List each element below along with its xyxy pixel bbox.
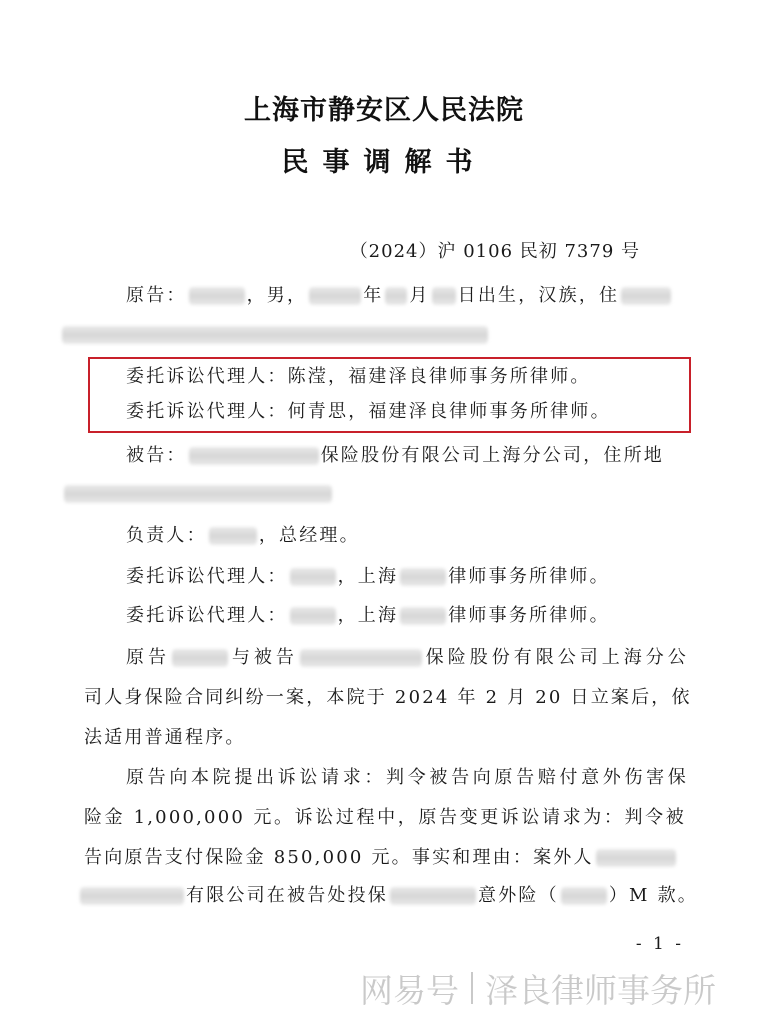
redacted-law-firm (400, 607, 446, 625)
claims-text: 告向原告支付保险金 850,000 元。事实和理由：案外人 (84, 847, 594, 868)
watermark-platform: 网易号 (360, 970, 459, 1010)
redacted-plaintiff-name (189, 287, 245, 305)
redacted-defendant-name (189, 447, 319, 465)
claims-text: ）M 款。 (608, 885, 698, 906)
defendant-label: 被告： (126, 445, 187, 466)
redacted-defendant-name (300, 649, 422, 667)
claims-text: 意外险（ (478, 885, 559, 906)
watermark (360, 962, 760, 1014)
redacted-agent-name (290, 607, 336, 625)
defendant-agent-1 (126, 565, 688, 589)
claims-line-1: 原告向本院提出诉讼请求：判令被告向原告赔付意外伤害保 (126, 767, 688, 788)
birth-year-suffix: 年 (363, 285, 384, 306)
redacted-birth-day (432, 287, 456, 305)
agent-suffix: 律师事务所律师。 (448, 566, 610, 587)
redacted-company-name (80, 887, 184, 905)
case-intro-line-1 (126, 646, 688, 670)
page-number: - 1 - (635, 934, 684, 954)
redacted-third-party (596, 849, 676, 867)
agent-suffix: 律师事务所律师。 (448, 605, 610, 626)
responsible-person-line (126, 524, 688, 548)
redacted-birth-year (309, 287, 361, 305)
redacted-birth-month (385, 287, 407, 305)
agent-mid: ，上海 (337, 566, 399, 587)
redacted-agent-name (290, 568, 336, 586)
redacted-product-name (561, 887, 607, 905)
plaintiff-agent-1: 委托诉讼代理人：陈滢，福建泽良律师事务所律师。 (126, 366, 591, 387)
birth-month-suffix: 月 (409, 285, 430, 306)
case-intro-text: 保险股份有限公司上海分公 (423, 647, 688, 668)
defendant-agent-2 (126, 604, 688, 628)
redacted-plaintiff-address (62, 326, 488, 344)
redacted-address-start (621, 287, 671, 305)
agent-label: 委托诉讼代理人： (126, 605, 288, 626)
case-intro-line-2: 司人身保险合同纠纷一案，本院于 2024 年 2 月 20 日立案后，依 (84, 687, 692, 708)
case-intro-text: 原告 (126, 647, 171, 668)
redacted-plaintiff-name (172, 649, 228, 667)
defendant-name-suffix: 保险股份有限公司上海分公司，住所地 (320, 445, 665, 466)
redacted-defendant-address (64, 485, 332, 503)
plaintiff-line (126, 284, 688, 308)
watermark-divider (471, 972, 473, 1004)
case-number: （2024）沪 0106 民初 7379 号 (349, 241, 640, 262)
redacted-law-firm (400, 568, 446, 586)
redacted-responsible-name (209, 527, 257, 545)
agent-label: 委托诉讼代理人： (126, 566, 288, 587)
case-intro-text: 与被告 (230, 647, 298, 668)
defendant-line (126, 444, 688, 468)
claims-line-2: 险金 1,000,000 元。诉讼过程中，原告变更诉讼请求为：判令被 (84, 807, 686, 828)
claims-text: 有限公司在被告处投保 (186, 885, 388, 906)
watermark-account: 泽良律师事务所 (485, 970, 716, 1010)
plaintiff-label: 原告： (126, 285, 187, 306)
responsible-label: 负责人： (126, 525, 207, 546)
court-name: 上海市静安区人民法院 (244, 95, 524, 126)
responsible-suffix: ，总经理。 (258, 525, 360, 546)
agent-mid: ，上海 (337, 605, 399, 626)
birth-day-suffix: 日出生，汉族，住 (457, 285, 620, 306)
claims-line-3 (84, 846, 686, 870)
document-type: 民事调解书 (281, 147, 487, 178)
plaintiff-agent-2: 委托诉讼代理人：何青思，福建泽良律师事务所律师。 (126, 401, 611, 422)
claims-line-4 (80, 884, 698, 908)
redacted-insured-name (390, 887, 476, 905)
plaintiff-gender: ，男， (246, 285, 308, 306)
case-intro-line-3: 法适用普通程序。 (84, 727, 246, 748)
